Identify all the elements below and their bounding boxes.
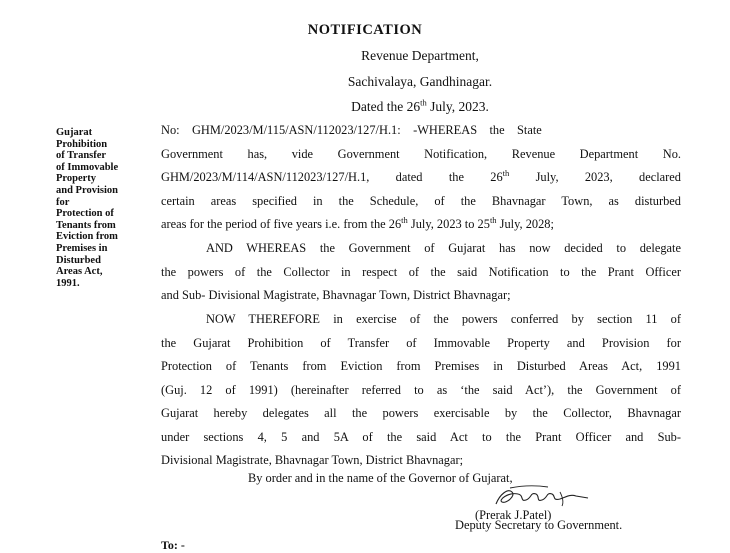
body-line: and Sub- Divisional Magistrate, Bhavnagar Town, District Bhavnagar; bbox=[161, 288, 511, 302]
body-line: Government has, vide Government Notification, Revenue Department No. bbox=[161, 147, 681, 161]
notification-title: NOTIFICATION bbox=[307, 22, 423, 38]
body-line: Gujarat hereby delegates all the powers exercisable by the Collector, Bhavnagar bbox=[161, 406, 681, 420]
margin-note-line: Premises in bbox=[56, 242, 108, 254]
body-line: under sections 4, 5 and 5A of the said Act to the Prant Officer and Sub- bbox=[161, 430, 681, 444]
body-line: certain areas specified in the Schedule, of the Bhavnagar Town, as disturbed bbox=[161, 194, 681, 208]
margin-note-line: Tenants from bbox=[56, 219, 116, 231]
margin-note-line: of Immovable bbox=[56, 161, 119, 173]
body-line: the Gujarat Prohibition of Transfer of Immovable Property and Provision for bbox=[161, 336, 681, 350]
body-line: GHM/2023/M/114/ASN/112023/127/H.1, dated the 26th July, 2023, declared bbox=[161, 167, 681, 184]
margin-note-line: and Provision bbox=[56, 184, 118, 196]
body-line: AND WHEREAS the Government of Gujarat has now decided to delegate bbox=[206, 241, 681, 255]
margin-note-line: Gujarat bbox=[56, 127, 93, 138]
to-line: To: - bbox=[161, 538, 185, 552]
margin-note-line: of Transfer bbox=[56, 150, 107, 162]
margin-note-line: Property bbox=[56, 173, 97, 185]
margin-note-line: Areas Act, bbox=[56, 266, 103, 278]
margin-note bbox=[56, 127, 156, 289]
body-line: the powers of the Collector in respect of the said Notification to the Prant Officer bbox=[161, 265, 681, 279]
margin-note-line: for bbox=[56, 196, 70, 208]
signatory-name: (Prerak J.Patel) bbox=[475, 508, 552, 522]
date-line: Dated the 26th July, 2023. bbox=[351, 97, 489, 114]
margin-note-line: Disturbed bbox=[56, 254, 101, 266]
place-line: Sachivalaya, Gandhinagar. bbox=[347, 74, 493, 89]
margin-note-line: Prohibition bbox=[56, 138, 108, 150]
body-line: (Guj. 12 of 1991) (hereinafter referred to as ‘the said Act’), the Government of bbox=[161, 383, 681, 397]
body-line: Divisional Magistrate, Bhavnagar Town, District Bhavnagar; bbox=[161, 453, 464, 467]
body-line: Protection of Tenants from Eviction from Premises in Disturbed Areas Act, 1991 bbox=[161, 359, 681, 373]
body-line: areas for the period of five years i.e. from the 26th July, 2023 to 25th July, 2028; bbox=[161, 214, 554, 231]
margin-note-line: Protection of bbox=[56, 208, 114, 220]
department-line: Revenue Department, bbox=[361, 48, 479, 63]
signatory-designation: Deputy Secretary to Government. bbox=[455, 518, 623, 532]
margin-note-line: Eviction from bbox=[56, 231, 118, 243]
by-order-line: By order and in the name of the Governor of Gujarat, bbox=[248, 471, 513, 485]
body-line: No: GHM/2023/M/115/ASN/112023/127/H.1: -WHEREAS the State bbox=[161, 123, 542, 137]
signature-image bbox=[490, 482, 600, 510]
body-line: NOW THEREFORE in exercise of the powers conferred by section 11 of bbox=[206, 312, 681, 326]
margin-note-line: 1991. bbox=[56, 277, 80, 289]
